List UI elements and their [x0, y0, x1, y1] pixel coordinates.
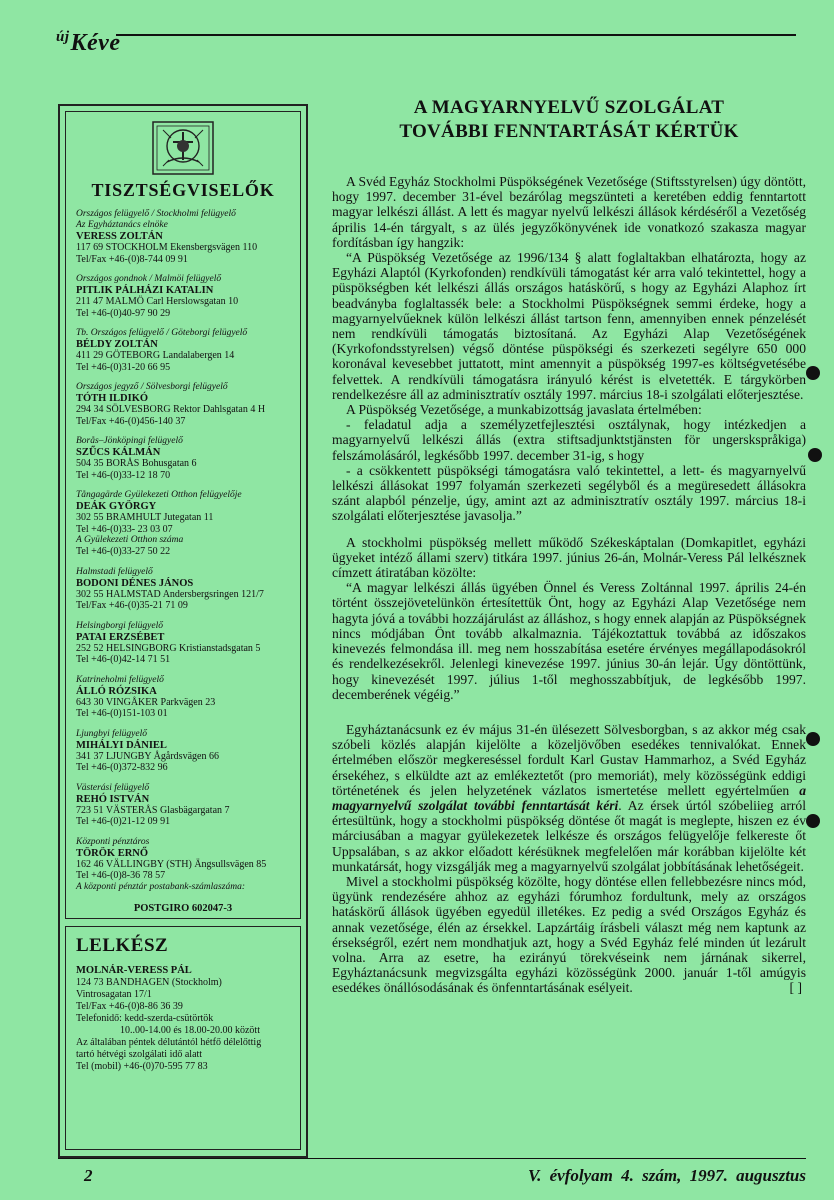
official-entry — [76, 729, 290, 774]
official-name: PATAI ERZSÉBET — [76, 631, 165, 643]
article-headline — [332, 96, 806, 144]
official-entry — [76, 382, 290, 427]
page-number: 2 — [84, 1166, 93, 1185]
paragraph — [332, 874, 806, 996]
paragraph-text: . Az érsek úrtól szóbeliieg arról értesültünk, hogy a stockholmi püspökség döntése őt magát is meglepte, hiszen ez év márciusában a magyar gyülekezetek lelkésze és országos felügyelője felkereste őt Uppsalában, s az akkor előadott kérésüknek megfelelően már korábban kijelölte két munkatársát, hogy vizsgálják meg a magyarnyelvű szolgálat jobbításának lehetőségeit. — [332, 797, 806, 874]
pastor-line: 124 73 BANDHAGEN (Stockholm) — [76, 977, 222, 988]
article — [332, 96, 806, 996]
official-entry — [76, 783, 290, 828]
paragraph — [332, 722, 806, 874]
footer — [58, 1152, 806, 1192]
masthead — [56, 24, 796, 74]
official-contact: Tel/Fax +46-(0)456-140 37 — [76, 415, 186, 427]
official-entry — [76, 837, 290, 893]
official-contact: Tel +46-(0)151-103 01 — [76, 708, 168, 719]
official-role: Országos gondnok / Malmöi felügyelő — [76, 274, 222, 284]
sidebar — [58, 104, 308, 1158]
official-entry — [76, 436, 290, 481]
pastor-hours: 10..00-14.00 és 18.00-20.00 között — [120, 1025, 260, 1036]
official-name: REHÓ ISTVÁN — [76, 793, 150, 805]
official-contact: 211 47 MALMÖ Carl Herslowsgatan 10 — [76, 296, 239, 307]
official-entry — [76, 675, 290, 720]
official-name: VERESS ZOLTÁN — [76, 231, 163, 242]
official-entry — [76, 621, 290, 666]
officials-list — [76, 209, 290, 893]
official-role: A Gyülekezeti Otthon száma — [76, 535, 184, 545]
official-entry — [76, 209, 290, 265]
issue-info: V. évfolyam 4. szám, 1997. augusztus — [527, 1166, 806, 1185]
official-role: Országos felügyelő / Stockholmi felügyelő — [76, 209, 236, 219]
official-role: Katrineholmi felügyelő — [76, 674, 164, 685]
end-mark: [ ] — [789, 980, 802, 996]
emphasis-text: a magyarnyelvű szolgálat további fenntartását kéri — [332, 782, 806, 813]
official-contact: 117 69 STOCKHOLM Ekensbergsvägen 110 — [76, 242, 258, 253]
official-contact: 411 29 GÖTEBORG Landalabergen 14 — [76, 350, 235, 361]
pastor-line: Telefonidő: kedd-szerda-csütörtök — [76, 1013, 214, 1024]
pastor-line: Tel/Fax +46-(0)8-86 36 39 — [76, 1001, 183, 1012]
punch-hole — [808, 448, 822, 462]
pastor-name: MOLNÁR-VERESS PÁL — [76, 965, 192, 976]
official-contact: 162 46 VÄLLINGBY (STH) Ängsullsvägen 85 — [76, 858, 267, 870]
official-name: MIHÁLYI DÁNIEL — [76, 739, 167, 751]
paragraph: - a csökkentett püspökségi támogatásra való tekintettel, a lett- és magyarnyelvű lelkészi állásokat 1997 folyamán szerkezeti segélyből és a megüresedett állásokra szánt alapból pénzelje, úgy, amint azt az adminisztratív osztály 1997. március 18-i szolgálati előterjesztése javasolja.” — [332, 462, 806, 524]
official-name: ÁLLÓ RÓZSIKA — [76, 685, 157, 697]
paragraph-text: Egyháztanácsunk ez év május 31-én ülésezett Sölvesborgban, s az akkor még csak szóbeli közlés alapján kijelölte a közeljövőben esedékes tennivalókat. Ennek értelmében először megkereséssel fordult Karl Gustav Hammarhoz, a Svéd Egyház érsekéhez, s elküldte azt az emlékeztetőt (pro memoriát), mely közösségünk eddigi történetének és jelen helyzetének vázlatos ismertetése mellett egyértelműen — [332, 721, 806, 798]
official-contact: Tel +46-(0)372-832 96 — [76, 762, 168, 773]
official-name: SZŰCS KÁLMÁN — [76, 447, 161, 458]
official-role: Helsingborgi felügyelő — [76, 620, 163, 631]
pastor-box — [65, 926, 301, 1150]
official-contact: Tel +46-(0)33- 23 03 07 — [76, 523, 173, 535]
official-entry — [76, 328, 290, 373]
paragraph: A stockholmi püspökség mellett működő Székeskáptalan (Domkapitlet, egyházi ügyeket intéző állami szerv) titkára 1997. június 26-án, Molnár-Veress Pál lelkésznek címzett átiratában közölte: — [332, 534, 806, 581]
official-contact: 252 52 HELSINGBORG Kristianstadsgatan 5 — [76, 642, 261, 654]
official-contact: 294 34 SÖLVESBORG Rektor Dahlsgatan 4 H — [76, 404, 266, 415]
official-contact: Tel/Fax +46-(0)8-744 09 91 — [76, 253, 188, 265]
paragraph: A Püspökség Vezetősége, a munkabizottság javaslata értelmében: — [346, 402, 702, 418]
pastor-line: Tel (mobil) +46-(0)70-595 77 83 — [76, 1061, 208, 1072]
official-name: BÉLDY ZOLTÁN — [76, 339, 158, 350]
pastor-line: Az általában péntek délutántól hétfő délelőttig — [76, 1037, 262, 1048]
official-contact: 504 35 BORÅS Bohusgatan 6 — [76, 458, 197, 469]
punch-hole — [806, 814, 820, 828]
official-role: Központi pénztáros — [76, 836, 150, 847]
paragraph: A Svéd Egyház Stockholmi Püspökségének Vezetősége (Stiftsstyrelsen) úgy döntött, hogy 1997. december 31-ével bezárólag megszünteti a keretében eddig fenntartott magyar lelkészi állást. A lett és magyar nyelvű lelkészi állások kérdéséről a Vezetőség április 14-én tárgyalt, s az ülés jegyzőkönyvének ide vonatkozó szakasza magyar fordításban így hangzik: — [332, 174, 806, 250]
official-contact: Tel +46-(0)33-12 18 70 — [76, 469, 171, 481]
headline-line-1: A MAGYARNYELVŰ SZOLGÁLAT — [413, 97, 725, 118]
paragraph: - feladatul adja a személyzetfejlesztési osztálynak, hogy intézkedjen a magyarnyelvű lelkészi állás (extra stiftsadjunktstjänsten för ungerskspråkiga) felszámolásáról, legkésőbb 1997. december 31-ig, s hogy — [332, 417, 806, 463]
pastor-line: tartó hétvégi szolgálati idő alatt — [76, 1049, 203, 1060]
official-name: TÖRÖK ERNŐ — [76, 847, 149, 859]
official-contact: 643 30 VINGÅKER Parkvägen 23 — [76, 696, 216, 708]
headline-line-2: TOVÁBBI FENNTARTÁSÁT KÉRTÜK — [399, 121, 739, 142]
official-contact: 302 55 BRAMHULT Jutegatan 11 — [76, 512, 214, 523]
official-role: Borås–Jönköpingi felügyelő — [76, 436, 183, 446]
official-name: BODONI DÉNES JÁNOS — [76, 577, 194, 589]
official-contact: 302 55 HALMSTAD Andersbergsringen 121/7 — [76, 588, 264, 600]
paragraph: “A magyar lelkészi állás ügyében Önnel és Veress Zoltánnal 1997. április 24-én történt összejövetelünkön értesítettük Önt, hogy az Egyházi Alap Vezetősége nem hagyta jóvá a további hozzájárulást az álláshoz, s hogy ennek alapján az Püspökségnek nincs módjában Önt tovább alkalmaznia. Tájékoztattuk továbbá az időszakos kinevezés felmondása ill. meg nem hosszabítása esetére érvényes megállapodásokról és rendelkezésekről. Jelenlegi kinevezése 1997. június 30-án lejár. Úgy döntöttünk, hogy kinevezését 1997. július 1-től meghosszabbítjuk, de legkésőbb 1997. decemberének végéig.” — [332, 580, 806, 702]
masthead-prefix: új — [56, 29, 70, 45]
official-entry — [76, 490, 290, 558]
official-entry — [76, 274, 290, 319]
official-entry — [76, 567, 290, 612]
official-contact: Tel +46-(0)8-36 78 57 — [76, 870, 166, 881]
official-contact: Tel +46-(0)33-27 50 22 — [76, 546, 171, 557]
official-contact: Tel +46-(0)42-14 71 51 — [76, 654, 171, 665]
paragraph-text: Mivel a stockholmi püspökség közölte, hogy döntése ellen fellebbezésre nincs mód, ügyünk rendezésére ahhoz az egyházi fórumhoz fordultunk, mely az országos hatáskörű állások ügyében egyedül illetékes. Ez pedig a svéd Országos Egyház és annak vezetősége, élén az érsekkel. Lapzártáig írásbeli választ még nem kaptunk az érsekségről, ezért nem mondhatjuk azt, hogy a Svéd Egyház felé minden út lezárult volna. Arra az esetre, ha ezirányú törekvéseink nem járnának sikerrel, Egyháztanácsunk megvizsgálta egyházi közösségünk 2000. január 1-től amúgyis esedékes önállósodásának és önfenntartásának esélyeit. — [332, 873, 806, 996]
official-contact: 723 51 VÄSTERÅS Glasbägargatan 7 — [76, 804, 230, 816]
punch-hole — [806, 366, 820, 380]
pastor-line: Vintrosagatan 17/1 — [76, 989, 152, 1000]
officials-title: TISZTSÉGVISELŐK — [91, 180, 275, 200]
masthead-rule — [116, 34, 796, 36]
official-contact: 341 37 LJUNGBY Ågårdsvägen 66 — [76, 750, 219, 762]
official-contact: Tel/Fax +46-(0)35-21 71 09 — [76, 600, 188, 611]
pastor-title: LELKÉSZ — [76, 935, 169, 956]
official-role: Tb. Országos felügyelő / Göteborgi felügyelő — [76, 328, 248, 338]
postgiro: POSTGIRO 602047-3 — [133, 902, 233, 914]
official-role: Az Egyháztanács elnöke — [76, 220, 168, 230]
official-contact: Tel +46-(0)40-97 90 29 — [76, 307, 171, 319]
official-role: A központi pénztár postabank-számlaszáma: — [76, 881, 245, 892]
official-name: DEÁK GYÖRGY — [76, 501, 157, 512]
paragraph: “A Püspökség Vezetősége az 1996/134 § alatt foglaltakban elhatározta, hogy az Egyházi Alaptól (Kyrkofonden) rendkívüli támogatást kér arra való tekintettel, hogy a püspökségben két lelkészi állás országos hatáskörű, s hogy az Egyházi Alaphoz írt beadványba foglaltassék bele: a Stockholmi Püspökségnek semmi érdeke, hogy a magyarnyelvűeknek külön lelkészi állást tartson fenn, amennyiben ennek pénzelését nem rendkívüli támogatás biztosítaná. Az Egyházi Alap Vezetőségének (Kyrkofondsstyrelsen) végső döntése püspökségi és szerkezeti segélyre 650 000 koronával kevesebbet juttatott, mint amennyit a püspökség 1997-es költségvetésébe felvettek. A rendkívüli támogatásra irányuló kérést is elvetették. E tárgykörben rendelkezésre áll az adminisztratív osztály 1997. március 18-i szolgálati előterjesztése. — [332, 250, 806, 402]
footer-rule — [58, 1158, 806, 1159]
masthead-title: Kéve — [70, 30, 121, 56]
punch-hole — [806, 732, 820, 746]
official-role: Västerási felügyelő — [76, 782, 150, 793]
official-contact: Tel +46-(0)21-12 09 91 — [76, 816, 171, 827]
church-emblem-icon — [151, 120, 215, 176]
official-role: Országos jegyző / Sölvesborgi felügyelő — [76, 382, 228, 392]
official-contact: Tel +46-(0)31-20 66 95 — [76, 361, 171, 373]
official-role: Halmstadi felügyelő — [76, 566, 153, 577]
official-name: TÓTH ILDIKÓ — [76, 393, 149, 404]
officials-box — [65, 111, 301, 919]
masthead-logo — [56, 30, 120, 57]
official-name: PITLIK PÁLHÁZI KATALIN — [76, 285, 214, 296]
official-role: Ljungbyi felügyelő — [76, 728, 147, 739]
official-role: Tångagärde Gyülekezeti Otthon felügyelője — [76, 490, 242, 500]
